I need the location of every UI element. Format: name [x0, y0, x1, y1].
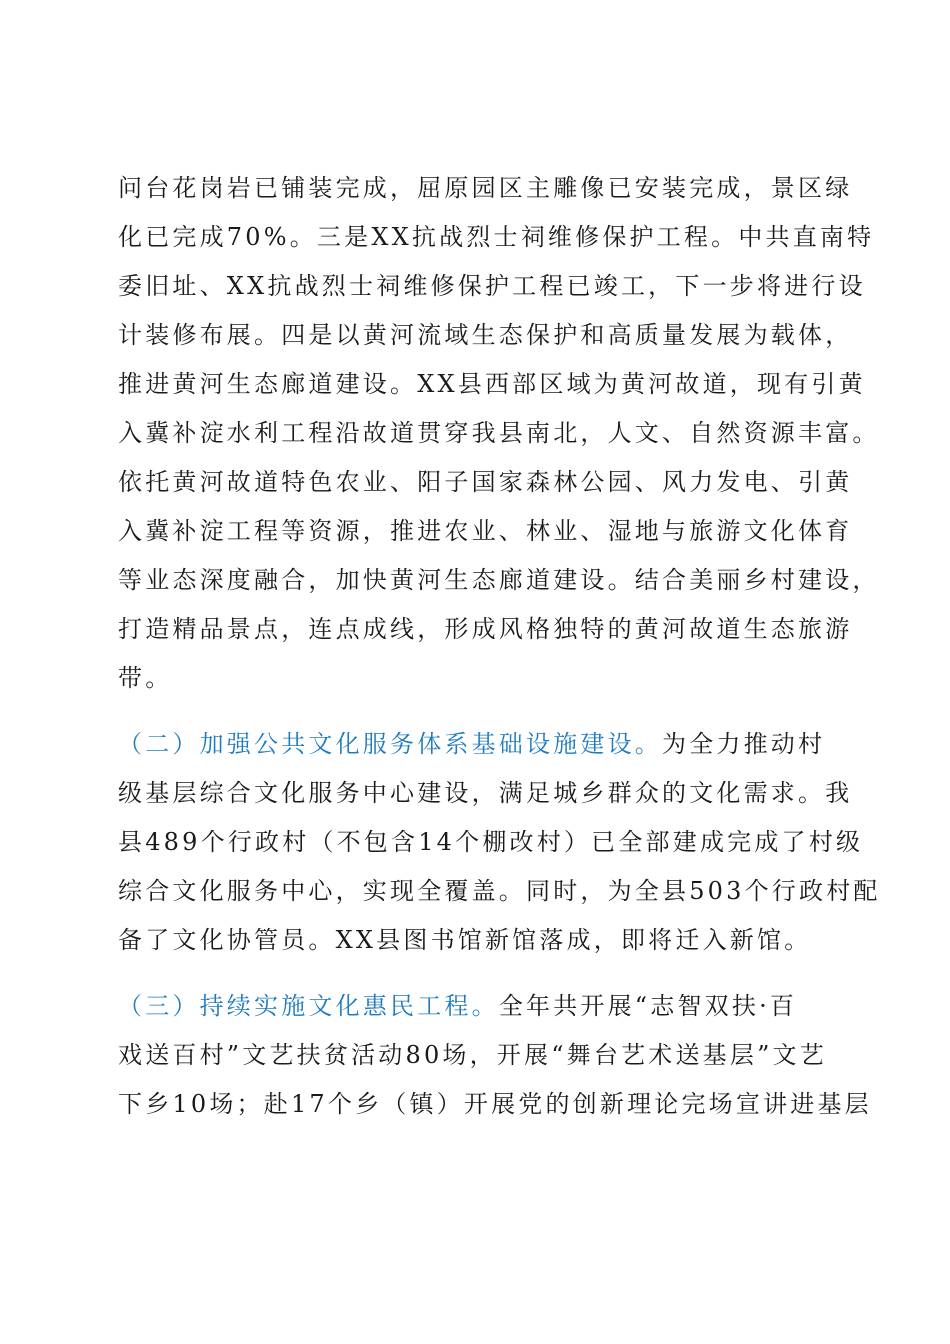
paragraph-line: 推进黄河生态廊道建设。XX县西部区域为黄河故道，现有引黄: [118, 370, 866, 398]
paragraph-line: 入冀补淀工程等资源，推进农业、林业、湿地与旅游文化体育: [118, 517, 853, 545]
paragraph-line: 县489个行政村（不包含14个棚改村）已全部建成完成了村级: [118, 828, 864, 856]
paragraph-line: 备了文化协管员。XX县图书馆新馆落成，即将迁入新馆。: [118, 926, 812, 954]
section-first-line: [118, 991, 797, 1021]
paragraph-line: 下乡10场；赴17个乡（镇）开展党的创新理论完场宣讲进基层: [118, 1090, 872, 1118]
paragraph-line: 级基层综合文化服务中心建设，满足城乡群众的文化需求。我: [118, 779, 853, 807]
paragraph-line: 综合文化服务中心，实现全覆盖。同时，为全县503个行政村配: [118, 877, 881, 905]
paragraph-line: 化已完成70%。三是XX抗战烈士祠维修保护工程。中共直南特: [118, 223, 875, 251]
section-first-line: [118, 729, 825, 759]
paragraph-line: 委旧址、XX抗战烈士祠维修保护工程已竣工，下一步将进行设: [118, 272, 866, 300]
paragraph-line: 问台花岗岩已铺装完成，屈原园区主雕像已安装完成，景区绿: [118, 174, 853, 202]
paragraph-line: 依托黄河故道特色农业、阳子国家森林公园、风力发电、引黄: [118, 468, 853, 496]
paragraph-line: 带。: [118, 664, 173, 692]
paragraph-line: 计装修布展。四是以黄河流域生态保护和高质量发展为载体，: [118, 321, 853, 349]
section-heading: （三）持续实施文化惠民工程。: [118, 992, 499, 1020]
paragraph-line: 戏送百村”文艺扶贫活动80场，开展“舞台艺术送基层”文艺: [118, 1041, 827, 1069]
paragraph-text: 全年共开展“志智双扶·百: [498, 992, 798, 1020]
section-heading: （二）加强公共文化服务体系基础设施建设。: [118, 730, 662, 758]
paragraph-line: 入冀补淀水利工程沿故道贯穿我县南北，人文、自然资源丰富。: [118, 419, 880, 447]
paragraph-text: 为全力推动村: [662, 730, 826, 758]
paragraph-line: 等业态深度融合，加快黄河生态廊道建设。结合美丽乡村建设，: [118, 566, 880, 594]
paragraph-line: 打造精品景点，连点成线，形成风格独特的黄河故道生态旅游: [118, 615, 853, 643]
